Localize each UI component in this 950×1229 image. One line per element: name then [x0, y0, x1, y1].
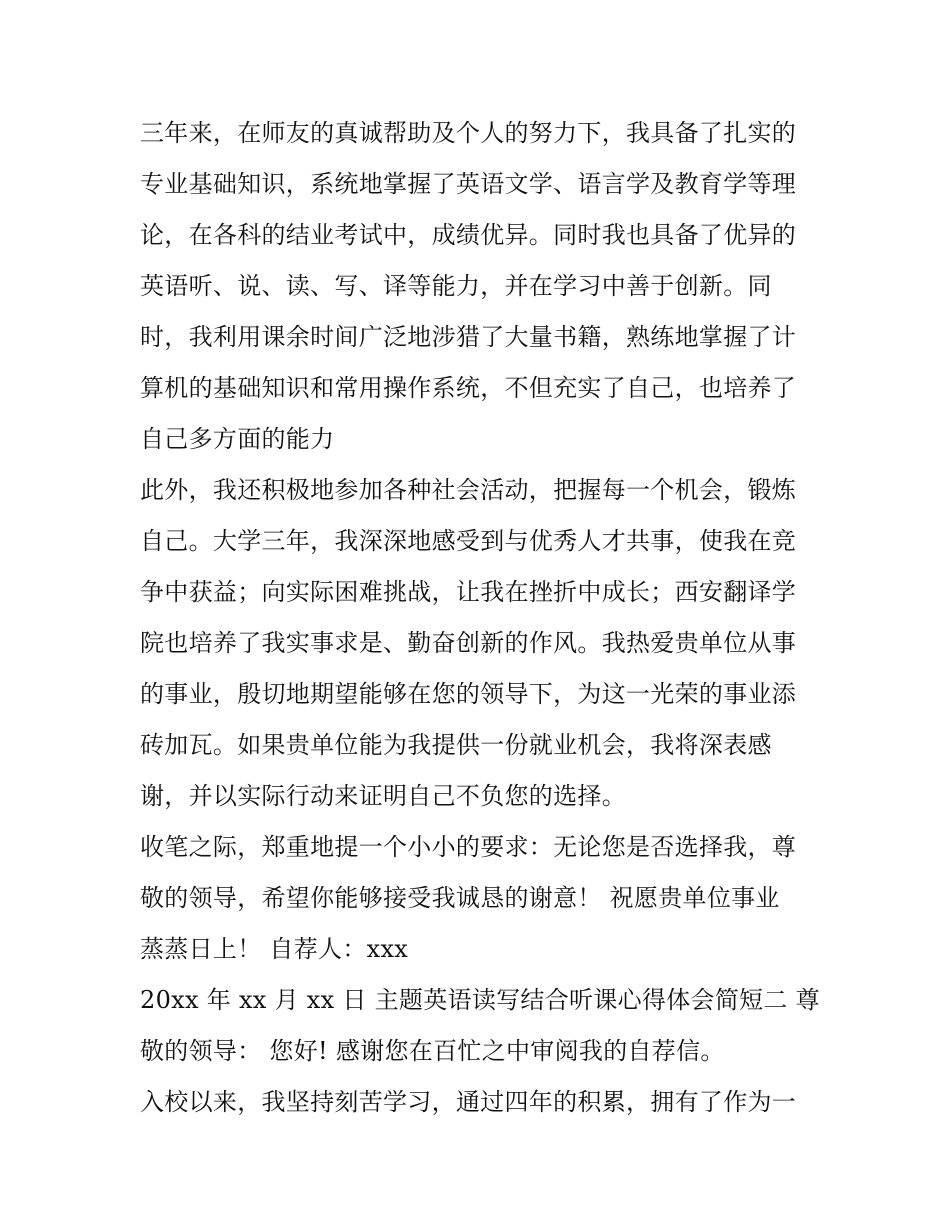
text-line: 专业基础知识，系统地掌握了英语文学、语言学及教育学等理: [140, 170, 797, 198]
text-line: 敬的领导： 您好! 感谢您在百忙之中审阅我的自荐信。: [140, 1037, 725, 1065]
text-line: 算机的基础知识和常用操作系统，不但充实了自己，也培养了: [140, 374, 797, 402]
text-line: 时，我利用课余时间广泛地涉猎了大量书籍，熟练地掌握了计: [140, 323, 797, 351]
text-line: 自己多方面的能力: [140, 425, 335, 453]
text-line: 入校以来，我坚持刻苦学习，通过四年的积累，拥有了作为一: [140, 1088, 797, 1116]
text-line: 收笔之际，郑重地提一个小小的要求：无论您是否选择我，尊: [140, 833, 797, 861]
text-line: 20xx 年 xx 月 xx 日 主题英语读写结合听课心得体会简短二 尊: [140, 986, 820, 1014]
text-line: 英语听、说、读、写、译等能力，并在学习中善于创新。同: [140, 272, 772, 300]
text-line: 蒸蒸日上！ 自荐人：xxx: [140, 935, 409, 963]
text-line: 三年来，在师友的真诚帮助及个人的努力下，我具备了扎实的: [140, 119, 797, 147]
text-line: 争中获益；向实际困难挑战，让我在挫折中成长；西安翻译学: [140, 578, 797, 606]
text-line: 敬的领导，希望你能够接受我诚恳的谢意！ 祝愿贵单位事业: [140, 884, 780, 912]
text-line: 院也培养了我实事求是、勤奋创新的作风。我热爱贵单位从事: [140, 629, 797, 657]
text-line: 的事业，殷切地期望能够在您的领导下，为这一光荣的事业添: [140, 680, 797, 708]
text-line: 砖加瓦。如果贵单位能为我提供一份就业机会，我将深表感: [140, 731, 772, 759]
text-line: 谢，并以实际行动来证明自己不负您的选择。: [140, 782, 626, 810]
letter-body: [140, 108, 820, 1128]
text-line: 此外，我还积极地参加各种社会活动，把握每一个机会，锻炼: [140, 476, 797, 504]
text-line: 论，在各科的结业考试中，成绩优异。同时我也具备了优异的: [140, 221, 797, 249]
text-line: 自己。大学三年，我深深地感受到与优秀人才共事，使我在竞: [140, 527, 797, 555]
